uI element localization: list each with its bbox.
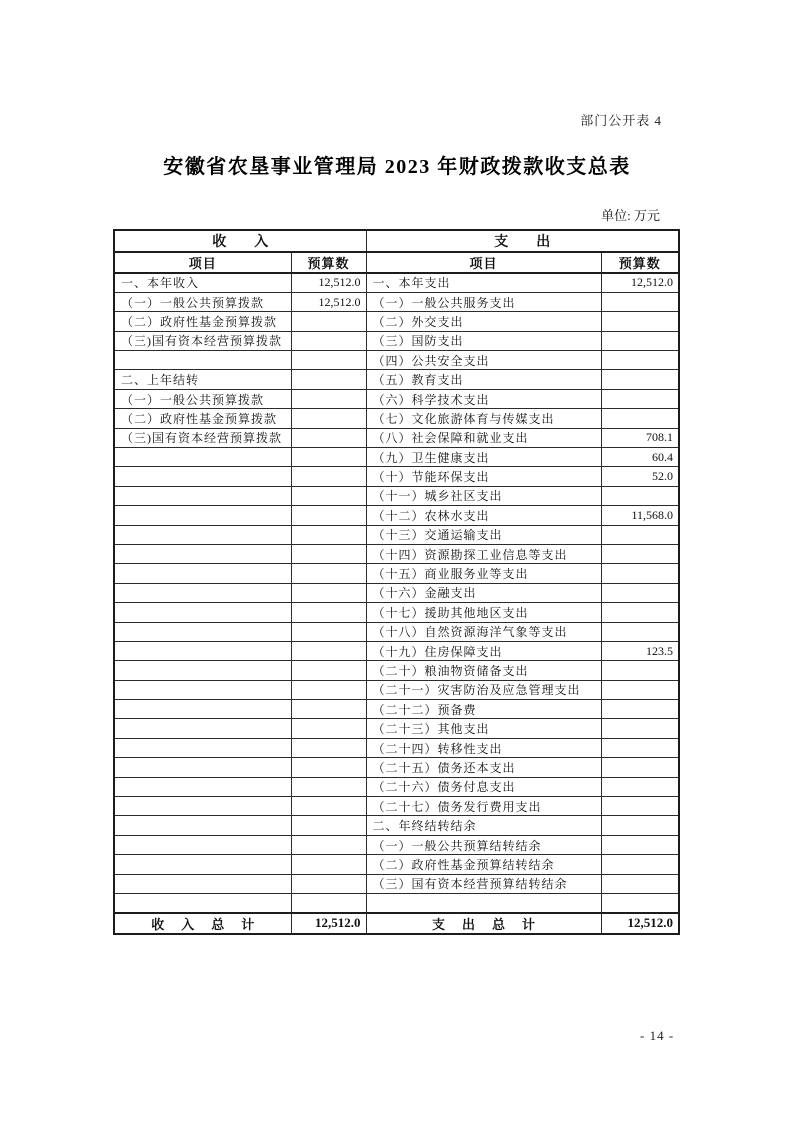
income-item-cell: （一）一般公共预算拨款 xyxy=(114,292,291,311)
expense-item-cell: （十二）农林水支出 xyxy=(366,506,601,525)
expense-value-cell xyxy=(601,700,679,719)
table-row xyxy=(114,486,679,505)
expense-item-cell: （二十七）债务发行费用支出 xyxy=(366,797,601,816)
expense-value-cell xyxy=(601,797,679,816)
income-item-cell xyxy=(114,525,291,544)
income-item-cell xyxy=(114,738,291,757)
income-item-cell xyxy=(114,777,291,796)
income-value-cell xyxy=(291,312,366,331)
income-item-cell: 一、本年收入 xyxy=(114,273,291,292)
income-value-cell xyxy=(291,409,366,428)
income-item-column-header: 项目 xyxy=(114,252,291,273)
income-item-cell xyxy=(114,544,291,563)
expense-value-cell xyxy=(601,816,679,835)
table-head xyxy=(114,230,679,273)
expense-item-cell: （四）公共安全支出 xyxy=(366,351,601,370)
table-row xyxy=(114,351,679,370)
expense-item-cell: （九）卫生健康支出 xyxy=(366,448,601,467)
income-value-cell xyxy=(291,777,366,796)
income-item-cell: （三)国有资本经营预算拨款 xyxy=(114,428,291,447)
expense-item-cell: （二十三）其他支出 xyxy=(366,719,601,738)
income-value-cell xyxy=(291,370,366,389)
column-header-row xyxy=(114,252,679,273)
income-item-cell xyxy=(114,894,291,913)
income-value-cell xyxy=(291,525,366,544)
income-item-cell xyxy=(114,351,291,370)
income-item-cell xyxy=(114,506,291,525)
income-item-cell xyxy=(114,719,291,738)
income-value-cell xyxy=(291,389,366,408)
income-item-cell: 二、上年结转 xyxy=(114,370,291,389)
expense-value-cell xyxy=(601,855,679,874)
income-value-cell xyxy=(291,428,366,447)
table-row xyxy=(114,700,679,719)
income-value-cell xyxy=(291,816,366,835)
expense-value-cell xyxy=(601,292,679,311)
expense-total-value: 12,512.0 xyxy=(601,913,679,934)
expense-item-cell: （二十）粮油物资储备支出 xyxy=(366,661,601,680)
table-row xyxy=(114,835,679,854)
expense-value-cell: 123.5 xyxy=(601,641,679,660)
table-row xyxy=(114,506,679,525)
table-row xyxy=(114,816,679,835)
expense-item-cell: （三）国防支出 xyxy=(366,331,601,350)
section-header-row xyxy=(114,230,679,252)
expense-item-cell: （十九）住房保障支出 xyxy=(366,641,601,660)
income-budget-column-header: 预算数 xyxy=(291,252,366,273)
expense-value-cell xyxy=(601,486,679,505)
income-item-cell xyxy=(114,622,291,641)
expense-item-cell: （二十五）债务还本支出 xyxy=(366,758,601,777)
income-value-cell xyxy=(291,894,366,913)
income-value-cell xyxy=(291,855,366,874)
expense-value-cell xyxy=(601,719,679,738)
income-value-cell xyxy=(291,544,366,563)
expense-value-cell: 11,568.0 xyxy=(601,506,679,525)
income-value-cell xyxy=(291,758,366,777)
table-row xyxy=(114,312,679,331)
table-row xyxy=(114,409,679,428)
expense-value-cell xyxy=(601,661,679,680)
income-item-cell xyxy=(114,603,291,622)
table-row xyxy=(114,331,679,350)
income-item-cell xyxy=(114,700,291,719)
income-value-cell xyxy=(291,331,366,350)
expense-budget-column-header: 预算数 xyxy=(601,252,679,273)
income-value-cell xyxy=(291,603,366,622)
expense-value-cell xyxy=(601,312,679,331)
income-value-cell xyxy=(291,738,366,757)
table-row xyxy=(114,583,679,602)
table-row xyxy=(114,448,679,467)
income-value-cell xyxy=(291,835,366,854)
income-value-cell xyxy=(291,719,366,738)
expense-value-cell: 60.4 xyxy=(601,448,679,467)
income-value-cell: 12,512.0 xyxy=(291,292,366,311)
expense-value-cell xyxy=(601,583,679,602)
income-value-cell: 12,512.0 xyxy=(291,273,366,292)
table-row xyxy=(114,273,679,292)
expense-value-cell: 52.0 xyxy=(601,467,679,486)
expense-item-cell: （二十二）预备费 xyxy=(366,700,601,719)
expense-value-cell xyxy=(601,835,679,854)
income-value-cell xyxy=(291,486,366,505)
expense-item-cell: （二十四）转移性支出 xyxy=(366,738,601,757)
expense-value-cell xyxy=(601,331,679,350)
table-row xyxy=(114,622,679,641)
expense-item-column-header: 项目 xyxy=(366,252,601,273)
expense-value-cell: 708.1 xyxy=(601,428,679,447)
budget-table xyxy=(113,229,680,935)
income-value-cell xyxy=(291,661,366,680)
income-item-cell: （三)国有资本经营预算拨款 xyxy=(114,331,291,350)
expense-item-cell: （二）政府性基金预算结转结余 xyxy=(366,855,601,874)
expense-item-cell: （十八）自然资源海洋气象等支出 xyxy=(366,622,601,641)
expense-value-cell xyxy=(601,777,679,796)
table-row xyxy=(114,389,679,408)
expense-item-cell: 二、年终结转结余 xyxy=(366,816,601,835)
page-number: - 14 - xyxy=(640,1028,675,1043)
table-row xyxy=(114,370,679,389)
income-value-cell xyxy=(291,564,366,583)
expense-value-cell xyxy=(601,370,679,389)
table-row xyxy=(114,661,679,680)
expense-value-cell xyxy=(601,389,679,408)
expense-item-cell: （二）外交支出 xyxy=(366,312,601,331)
expense-item-cell: （十）节能环保支出 xyxy=(366,467,601,486)
income-value-cell xyxy=(291,506,366,525)
income-item-cell xyxy=(114,583,291,602)
expense-item-cell: （三）国有资本经营预算结转结余 xyxy=(366,874,601,893)
income-item-cell: （二）政府性基金预算拨款 xyxy=(114,312,291,331)
expense-item-cell xyxy=(366,894,601,913)
expense-value-cell xyxy=(601,409,679,428)
table-row xyxy=(114,525,679,544)
table-row xyxy=(114,680,679,699)
expense-item-cell: （二十一）灾害防治及应急管理支出 xyxy=(366,680,601,699)
table-row xyxy=(114,467,679,486)
expense-item-cell: （八）社会保障和就业支出 xyxy=(366,428,601,447)
income-value-cell xyxy=(291,700,366,719)
expense-value-cell xyxy=(601,738,679,757)
expense-value-cell xyxy=(601,544,679,563)
expense-item-cell: （一）一般公共服务支出 xyxy=(366,292,601,311)
table-row xyxy=(114,758,679,777)
expense-item-cell: （二十六）债务付息支出 xyxy=(366,777,601,796)
income-item-cell xyxy=(114,874,291,893)
income-item-cell xyxy=(114,835,291,854)
table-row xyxy=(114,603,679,622)
income-value-cell xyxy=(291,467,366,486)
income-item-cell xyxy=(114,661,291,680)
income-item-cell xyxy=(114,448,291,467)
income-item-cell xyxy=(114,467,291,486)
page-title: 安徽省农垦事业管理局 2023 年财政拨款收支总表 xyxy=(163,156,631,178)
income-value-cell xyxy=(291,448,366,467)
income-total-label: 收 入 总 计 xyxy=(114,913,291,934)
expense-item-cell: 一、本年支出 xyxy=(366,273,601,292)
expense-item-cell: （七）文化旅游体育与传媒支出 xyxy=(366,409,601,428)
income-value-cell xyxy=(291,797,366,816)
table-row xyxy=(114,874,679,893)
expense-item-cell: （十四）资源勘探工业信息等支出 xyxy=(366,544,601,563)
expense-item-cell: （十三）交通运输支出 xyxy=(366,525,601,544)
expense-value-cell xyxy=(601,525,679,544)
expense-value-cell xyxy=(601,603,679,622)
table-row xyxy=(114,544,679,563)
income-value-cell xyxy=(291,351,366,370)
expense-item-cell: （五）教育支出 xyxy=(366,370,601,389)
expense-total-label: 支 出 总 计 xyxy=(366,913,601,934)
table-foot xyxy=(114,913,679,934)
expense-item-cell: （十七）援助其他地区支出 xyxy=(366,603,601,622)
table-row xyxy=(114,855,679,874)
expense-value-cell xyxy=(601,564,679,583)
table-row xyxy=(114,641,679,660)
table-row xyxy=(114,797,679,816)
income-item-cell xyxy=(114,758,291,777)
expense-item-cell: （一）一般公共预算结转结余 xyxy=(366,835,601,854)
income-item-cell: （二）政府性基金预算拨款 xyxy=(114,409,291,428)
expense-value-cell xyxy=(601,758,679,777)
expense-item-cell: （六）科学技术支出 xyxy=(366,389,601,408)
expense-item-cell: （十五）商业服务业等支出 xyxy=(366,564,601,583)
table-body xyxy=(114,273,679,913)
expense-section-header: 支 出 xyxy=(366,230,679,252)
expense-value-cell xyxy=(601,894,679,913)
expense-value-cell xyxy=(601,622,679,641)
table-row xyxy=(114,777,679,796)
income-total-value: 12,512.0 xyxy=(291,913,366,934)
unit-label: 单位: 万元 xyxy=(601,208,660,223)
income-item-cell: （一）一般公共预算拨款 xyxy=(114,389,291,408)
expense-value-cell xyxy=(601,351,679,370)
table-row xyxy=(114,738,679,757)
income-value-cell xyxy=(291,874,366,893)
income-item-cell xyxy=(114,486,291,505)
income-item-cell xyxy=(114,641,291,660)
table-row xyxy=(114,292,679,311)
table-row xyxy=(114,428,679,447)
income-value-cell xyxy=(291,641,366,660)
doc-label: 部门公开表 4 xyxy=(580,113,662,128)
expense-value-cell: 12,512.0 xyxy=(601,273,679,292)
expense-item-cell: （十六）金融支出 xyxy=(366,583,601,602)
total-row xyxy=(114,913,679,934)
income-item-cell xyxy=(114,816,291,835)
table-row xyxy=(114,719,679,738)
income-item-cell xyxy=(114,797,291,816)
income-value-cell xyxy=(291,680,366,699)
table-row xyxy=(114,894,679,913)
income-value-cell xyxy=(291,622,366,641)
income-item-cell xyxy=(114,680,291,699)
income-item-cell xyxy=(114,855,291,874)
income-section-header: 收 入 xyxy=(114,230,366,252)
expense-item-cell: （十一）城乡社区支出 xyxy=(366,486,601,505)
expense-value-cell xyxy=(601,680,679,699)
expense-value-cell xyxy=(601,874,679,893)
table-row xyxy=(114,564,679,583)
income-item-cell xyxy=(114,564,291,583)
income-value-cell xyxy=(291,583,366,602)
